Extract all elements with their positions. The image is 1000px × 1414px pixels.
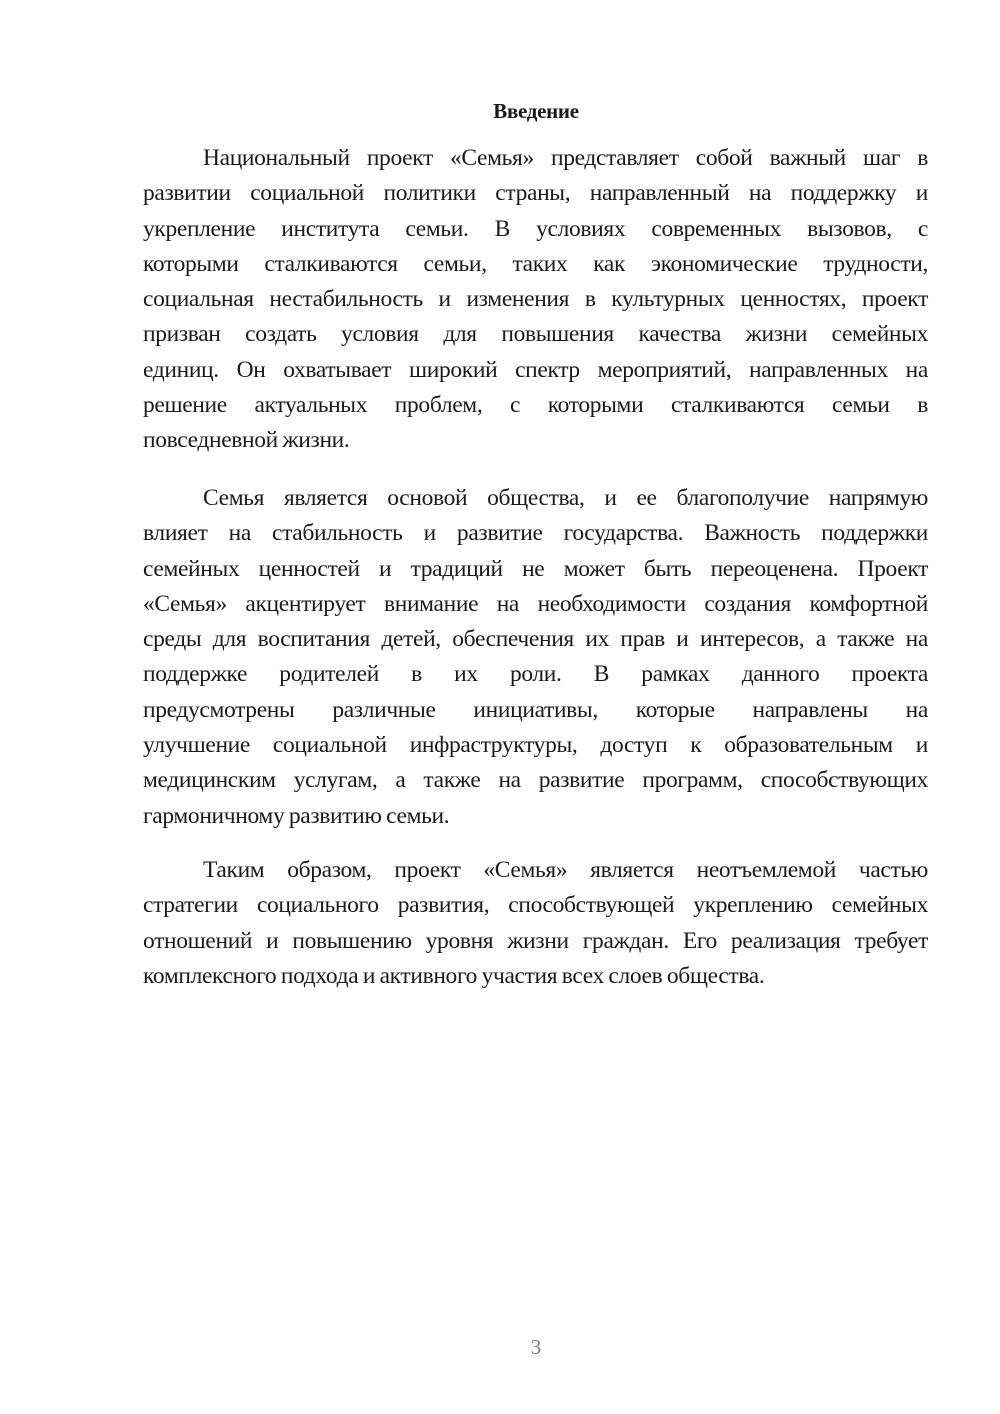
text-line: «Семья» акцентирует внимание на необходимости создания комфортной: [143, 590, 928, 617]
text-line: решение актуальных проблем, с которыми сталкиваются семьи в: [143, 392, 928, 419]
section-heading: Введение: [493, 99, 579, 123]
text-line: влияет на стабильность и развитие государства. Важность поддержки: [143, 520, 928, 547]
text-line: улучшение социальной инфраструктуры, доступ к образовательным и: [143, 732, 928, 759]
text-line: развитии социальной политики страны, направленный на поддержку и: [143, 180, 928, 207]
text-line: Национальный проект «Семья» представляет собой важный шаг в: [203, 145, 928, 171]
paragraph-2: [143, 481, 928, 834]
text-line: социальная нестабильность и изменения в культурных ценностях, проект: [143, 286, 928, 313]
text-line: единиц. Он охватывает широкий спектр мероприятий, направленных на: [143, 356, 928, 383]
text-line: семейных ценностей и традиций не может быть переоценена. Проект: [143, 555, 928, 582]
text-line: среды для воспитания детей, обеспечения их прав и интересов, а также на: [143, 626, 928, 653]
text-line: стратегии социального развития, способствующей укреплению семейных: [143, 892, 928, 919]
paragraph-1: [143, 141, 928, 459]
text-line: укрепление института семьи. В условиях современных вызовов, с: [143, 215, 928, 242]
text-line: отношений и повышению уровня жизни граждан. Его реализация требует: [143, 927, 928, 954]
paragraph-3: [143, 853, 928, 994]
text-line: поддержке родителей в их роли. В рамках данного проекта: [143, 661, 928, 688]
text-line: комплексного подхода и активного участия всех слоев общества.: [143, 962, 765, 989]
text-line: Таким образом, проект «Семья» является неотъемлемой частью: [203, 857, 928, 883]
text-line: медицинским услугам, а также на развитие программ, способствующих: [143, 767, 928, 794]
text-line: предусмотрены различные инициативы, которые направлены на: [143, 696, 928, 723]
text-line: гармоничному развитию семьи.: [143, 802, 450, 829]
text-line: повседневной жизни.: [143, 427, 350, 454]
text-line: Семья является основой общества, и ее благополучие напрямую: [203, 485, 928, 511]
text-line: призван создать условия для повышения качества жизни семейных: [143, 321, 928, 348]
page-number: 3: [530, 1335, 542, 1359]
text-line: которыми сталкиваются семьи, таких как экономические трудности,: [143, 250, 928, 277]
